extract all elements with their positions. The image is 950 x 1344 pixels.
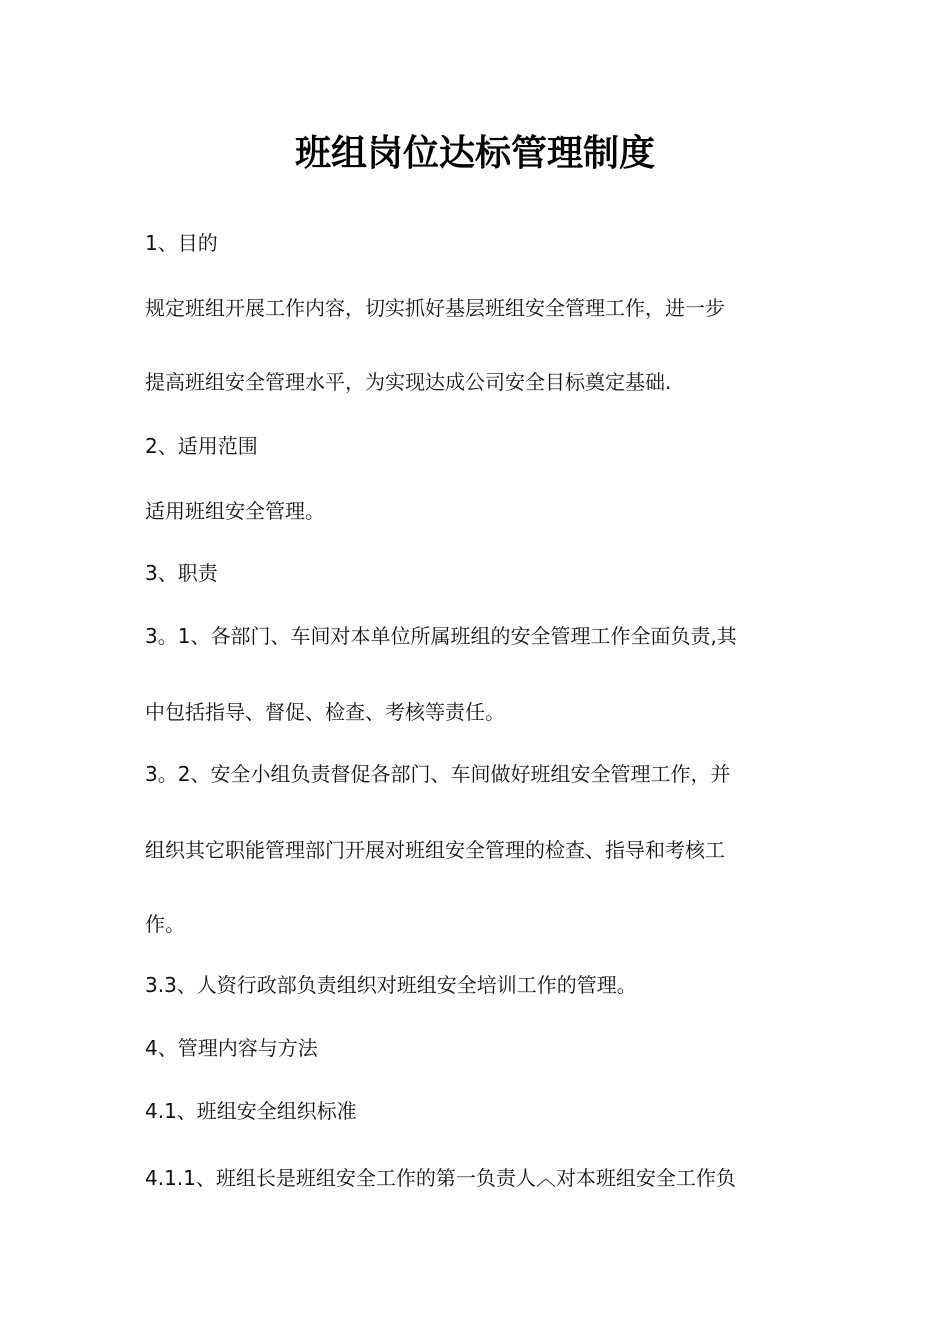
paragraph-line: 3。1、各部门、车间对本单位所属班组的安全管理工作全面负责,其 [145, 624, 737, 648]
section-heading-management: 4、管理内容与方法 [145, 1036, 318, 1060]
section-heading-purpose: 1、目的 [145, 231, 218, 255]
document-title: 班组岗位达标管理制度 [294, 132, 655, 174]
paragraph-line: 适用班组安全管理。 [145, 499, 325, 523]
section-heading-responsibilities: 3、职责 [145, 561, 218, 585]
paragraph-line: 组织其它职能管理部门开展对班组安全管理的检查、指导和考核工 [145, 838, 725, 862]
paragraph-line: 3。2、安全小组负责督促各部门、车间做好班组安全管理工作，并 [145, 762, 731, 786]
paragraph-line: 提高班组安全管理水平，为实现达成公司安全目标奠定基础. [145, 370, 672, 394]
subsection-heading: 4.1、班组安全组织标准 [145, 1099, 357, 1123]
paragraph-line: 规定班组开展工作内容，切实抓好基层班组安全管理工作，进一步 [145, 296, 725, 320]
paragraph-line: 中包括指导、督促、检查、考核等责任。 [145, 700, 505, 724]
paragraph-line: 3.3、人资行政部负责组织对班组安全培训工作的管理。 [145, 973, 637, 997]
paragraph-line: 作。 [145, 912, 185, 936]
paragraph-line: 4.1.1、班组长是班组安全工作的第一负责人︿对本班组安全工作负 [145, 1166, 736, 1190]
section-heading-scope: 2、适用范围 [145, 434, 258, 458]
